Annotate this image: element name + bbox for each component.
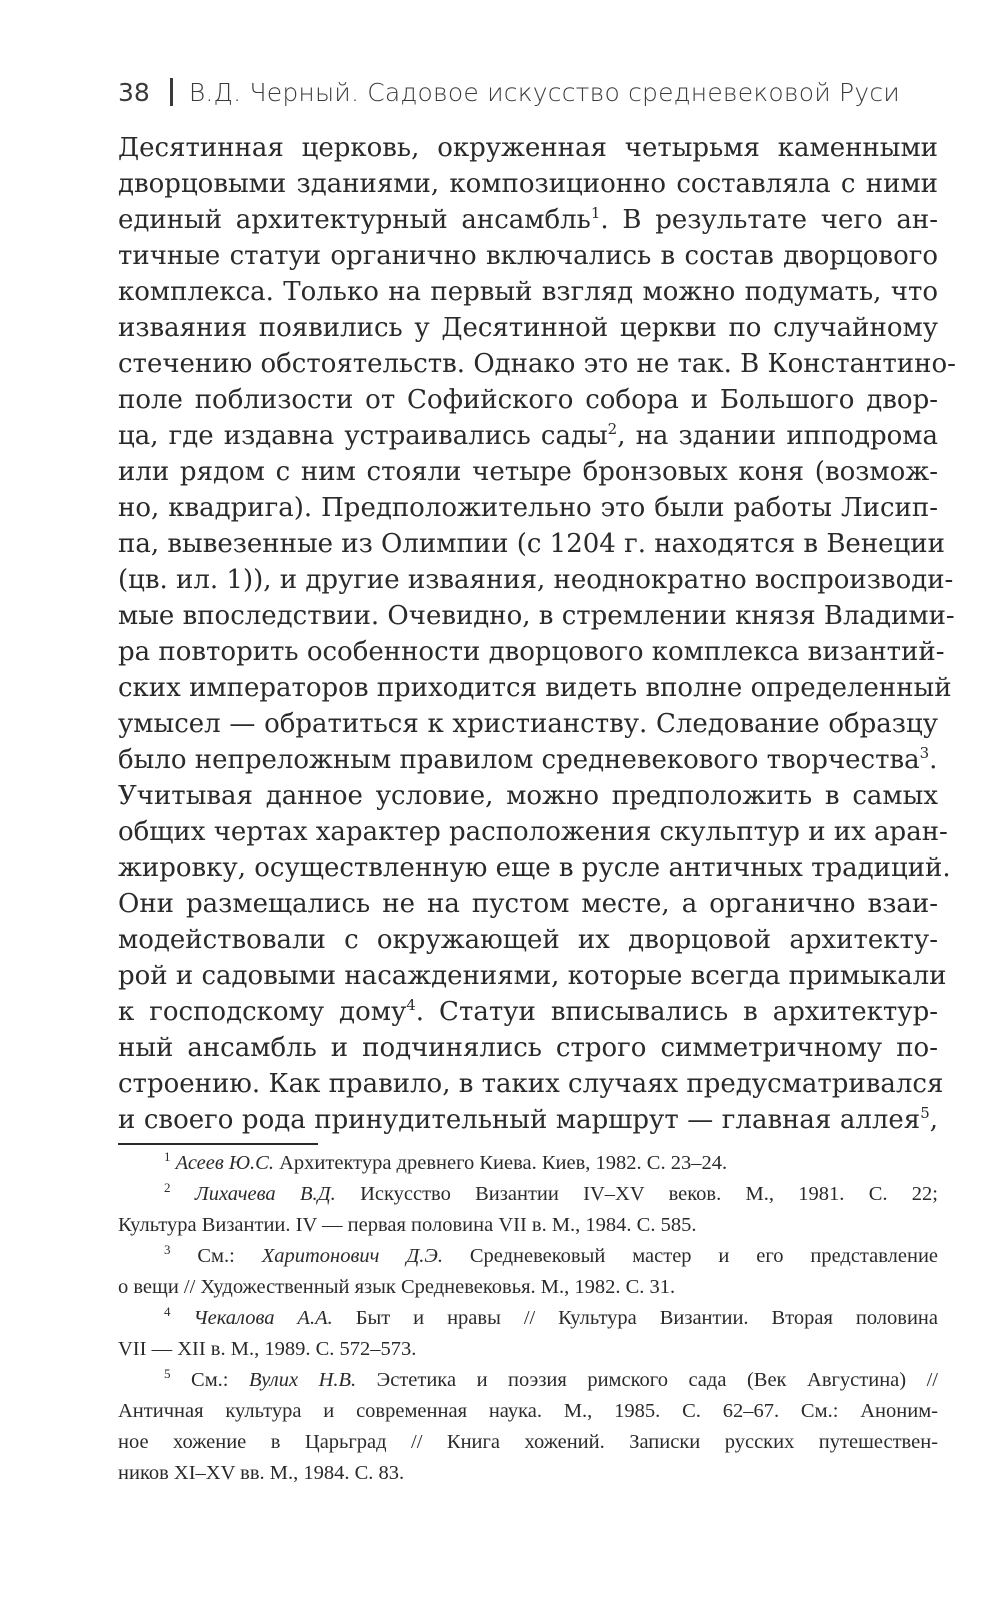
footnotes [118,1148,938,1489]
footnote-author: Вулих Н.В. [249,1369,357,1391]
text-segment: к господскому дому [118,997,407,1027]
text-segment: , на здании ипподрома [617,421,938,451]
text-line: ских императоров приходится видеть вполне определенный [118,673,952,703]
footnote-ref[interactable]: 2 [607,420,618,438]
text-segment: , [929,1105,938,1135]
footnote-line [118,1396,938,1427]
text-line: мые впоследствии. Очевидно, в стремлении князя Владими- [118,601,955,631]
page-number: 38 [118,77,150,107]
footnote-number: 2 [164,1180,171,1195]
footnote-text: о вещи // Художественный язык Средневековья. М., 1982. С. 31. [118,1276,676,1298]
footnote-line [118,1334,938,1365]
text-line: Они размещались не на пустом месте, а органично взаи- [118,889,938,919]
text-line [118,742,938,778]
text-segment: ца, где издавна устраивались сады [118,421,608,451]
text-line: рой и садовыми насаждениями, которые всегда примыкали [118,961,947,991]
header-separator [170,78,173,106]
footnote-ref[interactable]: 1 [590,204,601,222]
footnote-line [118,1148,938,1179]
footnote-line [118,1427,938,1458]
footnote-prefix: См.: [197,1245,262,1267]
text-segment: было непреложным правилом средневекового творчества [118,745,920,775]
footnote-line [118,1241,938,1272]
footnote-text: VII — XII в. М., 1989. С. 572–573. [118,1338,417,1360]
text-segment: единый архитектурный ансамбль [118,205,591,235]
footnote-text: Искусство Византии IV–XV веков. М., 1981. С. 22; [335,1183,939,1205]
footnote-prefix: См.: [191,1369,249,1391]
text-line [118,994,938,1030]
footnote-text: ников XI–XV вв. М., 1984. С. 83. [118,1462,405,1484]
main-text [118,130,956,1138]
footnote-text: Быт и нравы // Культура Византии. Вторая половина [332,1307,939,1329]
footnote-ref[interactable]: 5 [920,1104,930,1122]
text-line: дворцовыми зданиями, композиционно составляла с ними [118,169,938,199]
text-line: модействовали с окружающей их дворцовой архитекту- [118,925,938,955]
text-line: (цв. ил. 1)), и другие изваяния, неоднократно воспроизводи- [118,565,954,595]
text-line: тичные статуи органично включались в состав дворцового [118,241,938,271]
text-line [118,418,938,454]
text-line: умысел — обратиться к христианству. Следование образцу [118,709,938,739]
footnote-number: 1 [164,1149,171,1164]
text-line [118,202,938,238]
footnote-line [118,1303,938,1334]
text-line: комплекса. Только на первый взгляд можно подумать, что [118,277,938,307]
footnote-text: Античная культура и современная наука. М., 1985. С. 62–67. См.: Аноним- [118,1400,938,1422]
footnote-text: Культура Византии. IV — первая половина VII в. М., 1984. С. 585. [118,1214,697,1236]
text-line: ра повторить особенности дворцового комплекса византий- [118,637,945,667]
footnote-line [118,1272,938,1303]
footnote-author: Чекалова А.А. [193,1307,333,1329]
running-title: В.Д. Черный. Садовое искусство средневековой Руси [188,77,900,107]
footnote-text: Средневековый мастер и его представление [442,1245,939,1267]
text-line: изваяния появились у Десятинной церкви по случайному [118,313,938,343]
text-line: ный ансамбль и подчинялись строго симметричному по- [118,1033,938,1063]
footnote-author: Харитонович Д.Э. [261,1245,443,1267]
text-segment: и своего рода принудительный маршрут — главная аллея [118,1105,921,1135]
footnote-number: 4 [164,1304,171,1319]
footnote-line [118,1365,938,1396]
footnote-author: Асеев Ю.С. [175,1152,274,1174]
text-line: строению. Как правило, в таких случаях предусматривался [118,1069,944,1099]
text-line: поле поблизости от Софийского собора и Большого двор- [118,385,938,415]
footnote-line [118,1458,938,1489]
running-head [118,72,900,112]
text-segment: . В результате чего ан- [600,205,938,235]
text-line: но, квадрига). Предположительно это были работы Лисип- [118,493,938,523]
footnote-number: 5 [164,1366,171,1381]
footnote-ref[interactable]: 4 [406,996,416,1014]
footnote-line [118,1179,938,1210]
footnote-text: Архитектура древнего Киева. Киев, 1982. С. 23–24. [273,1152,728,1174]
text-line: Учитывая данное условие, можно предположить в самых [118,781,938,811]
text-segment: . [929,745,938,775]
footnote-rule [118,1143,318,1145]
text-line [118,1102,938,1138]
text-line: стечению обстоятельств. Однако это не так. В Константино- [118,349,956,379]
text-line: жировку, осуществленную еще в русле античных традиций. [118,853,951,883]
text-line: общих чертах характер расположения скульптур и их аран- [118,817,948,847]
footnote-number: 3 [164,1242,171,1257]
text-segment: . Статуи вписывались в архитектур- [415,997,938,1027]
footnote-text: ное хожение в Царьград // Книга хожений. Записки русских путешествен- [118,1431,938,1453]
footnote-author: Лихачева В.Д. [194,1183,336,1205]
text-line: Десятинная церковь, окруженная четырьмя каменными [118,133,938,163]
footnote-ref[interactable]: 3 [919,744,930,762]
text-line: или рядом с ним стояли четыре бронзовых коня (возмож- [118,457,938,487]
footnote-text: Эстетика и поэзия римского сада (Век Августина) // [356,1369,938,1391]
text-line: па, вывезенные из Олимпии (с 1204 г. находятся в Венеции [118,529,945,559]
footnote-line [118,1210,938,1241]
